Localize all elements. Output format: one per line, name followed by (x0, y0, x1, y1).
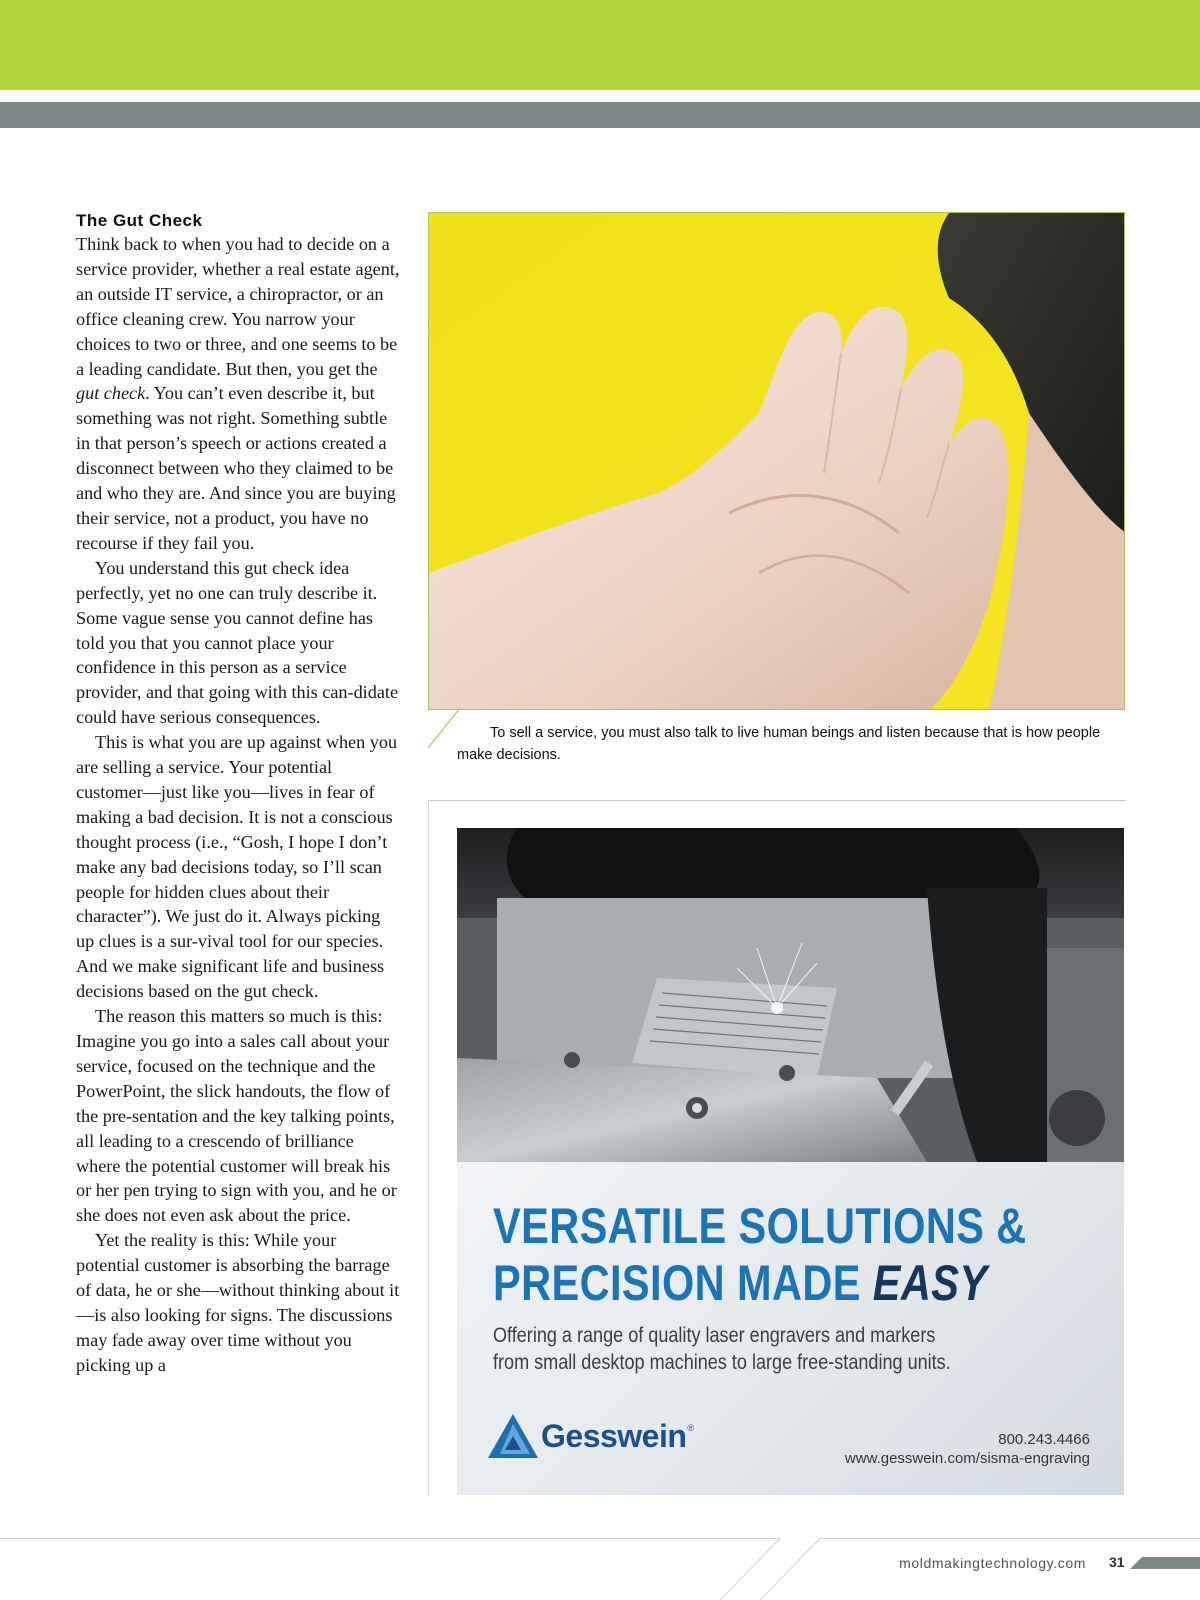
article-paragraph (76, 232, 402, 556)
headline-text: PRECISION MADE (493, 1255, 873, 1311)
footer-tab-icon (1130, 1557, 1200, 1569)
photo-caption (457, 722, 1117, 766)
ad-divider (428, 800, 1126, 801)
engraver-machine-illustration (457, 828, 1124, 1162)
brand-name: Gesswein (541, 1417, 687, 1454)
headline-line: VERSATILE SOLUTIONS & (493, 1198, 1027, 1254)
emphasis-text: gut check (76, 383, 146, 404)
hand-ear-illustration (429, 213, 1125, 710)
ad-contact (845, 1430, 1090, 1468)
phone-number: 800.243.4466 (998, 1431, 1090, 1448)
section-heading: The Gut Check (76, 211, 203, 230)
article-paragraph: This is what you are up against when you are selling a service. Your potential customer—just like you—lives in fear of making a bad decision. It is not a conscious thought process (i.e., “Gosh, I hope I don’t make any bad decisions today, so I’ll scan people for hidden clues about their character”). We just do it. Always picking up clues is a sur-vival tool for our species. And we make significant life and business decisions based on the gut check. (76, 732, 398, 1002)
ad-subtext (493, 1322, 951, 1376)
header-grey-band (0, 102, 1200, 128)
article-paragraph: You understand this gut check idea perfectly, yet no one can truly describe it. Some vague sense you cannot define has told you that you cannot place your confidence in this person as a service provider, and that going with this can-didate could have serious consequences. (76, 557, 399, 728)
article-column (76, 210, 402, 1378)
ad-copy-panel (457, 1162, 1124, 1495)
headline-line (493, 1255, 1027, 1312)
footer-site[interactable]: moldmakingtechnology.com (899, 1555, 1086, 1571)
gesswein-triangle-icon (488, 1414, 538, 1458)
laser-engraver-photo (457, 828, 1124, 1162)
header-accent-band (0, 0, 1200, 90)
caption-line: make decisions. (457, 747, 561, 763)
ad-divider (428, 800, 429, 1495)
registered-mark: ® (687, 1423, 695, 1433)
caption-rule-icon (428, 708, 460, 748)
paragraph-text: Think back to when you had to decide on a service provider, whether a real estate agent, an outside IT service, a chiropractor, or an office cleaning crew. You narrow your choices to two or three, and one seems to be a leading candidate. But then, you get the (76, 234, 400, 379)
page-number: 31 (1109, 1554, 1125, 1570)
caption-line: To sell a service, you must also talk to live human beings and listen because that is how people (490, 725, 1101, 741)
subtext-line: Offering a range of quality laser engravers and markers (493, 1324, 936, 1347)
article-paragraph: Yet the reality is this: While your potential customer is absorbing the barrage of data, he or she—without thinking about it—is also looking for signs. The discussions may fade away over time without you picking up a (76, 1230, 400, 1375)
listening-hand-photo (428, 212, 1125, 710)
headline-emphasis: EASY (872, 1255, 988, 1311)
paragraph-text: . You can’t even describe it, but something was not right. Something subtle in that person’s speech or actions created a disconnect between who they claimed to be and who they are. And since you are buying their service, not a product, you have no recourse if they fail you. (76, 383, 396, 553)
ad-headline (493, 1198, 1027, 1312)
gesswein-logo (488, 1414, 694, 1458)
website-link[interactable]: www.gesswein.com/sisma-engraving (844, 1450, 1090, 1467)
subtext-line: from small desktop machines to large free-standing units. (493, 1351, 951, 1374)
article-paragraph: The reason this matters so much is this: Imagine you go into a sales call about your service, focused on the technique and the PowerPoint, the slick handouts, the flow of the pre-sentation and the key talking points, all leading to a crescendo of brilliance where the potential customer will break his or her pen trying to sign with you, and he or she does not even ask about the price. (76, 1006, 397, 1226)
